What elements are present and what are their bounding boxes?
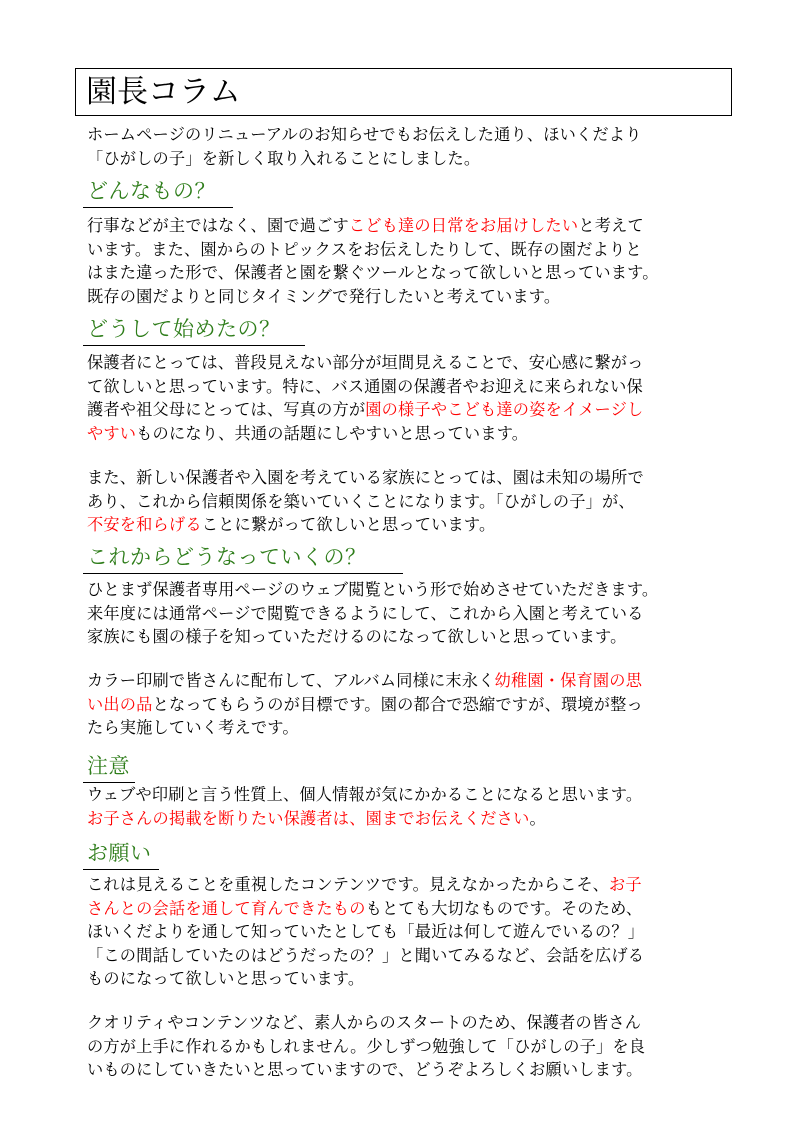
paragraph-line: 家族にも園の様子を知っていただけるのになって欲しいと思っています。 <box>87 627 627 646</box>
paragraph-line: いものにしていきたいと思っていますので、どうぞよろしくお願いします。 <box>87 1060 643 1079</box>
paragraph-line <box>87 398 737 422</box>
heading-underline <box>83 573 403 575</box>
section-heading-why <box>87 316 281 342</box>
section-heading-text: 注意 <box>87 754 130 778</box>
section-why-paragraph-1 <box>87 351 737 445</box>
intro-paragraph <box>87 123 737 170</box>
paragraph-line <box>87 422 737 446</box>
page-title: 園長コラム <box>86 74 241 110</box>
paragraph-line: また、新しい保護者や入園を考えている家族にとっては、園は未知の場所で <box>87 468 644 487</box>
text-segment: 。 <box>529 808 546 828</box>
heading-underline <box>83 345 305 347</box>
paragraph-line <box>87 693 737 717</box>
paragraph-line: 保護者にとっては、普段見えない部分が垣間見えることで、安心感に繋がっ <box>87 353 644 372</box>
section-future-paragraph-2 <box>87 669 737 740</box>
paragraph-line: て欲しいと思っています。特に、バス通園の保護者やお迎えに来られない保 <box>87 376 643 396</box>
paragraph-line: ウェブや印刷と言う性質上、個人情報が気にかかることになると思います。 <box>87 785 643 804</box>
paragraph-line: たら実施していく考えです。 <box>87 718 299 737</box>
paragraph-line: の方が上手に作れるかもしれません。少しずつ勉強して「ひがしの子」を良 <box>87 1036 646 1056</box>
paragraph-line <box>87 669 737 693</box>
highlight-text: お子さんの掲載を断りたい保護者は、園までお伝えください <box>87 808 530 828</box>
section-why-paragraph-2 <box>87 466 737 537</box>
highlight-text: 園の様子やこども達の姿をイメージし <box>365 400 644 419</box>
highlight-text: 不安を和らげる <box>87 515 202 534</box>
section-notice-paragraph <box>87 783 737 830</box>
highlight-text: い出の品 <box>87 694 153 714</box>
section-heading-request <box>87 840 152 866</box>
paragraph-line: います。また、園からのトピックスをお伝えしたりして、既存の園だよりと <box>87 239 642 259</box>
section-future-paragraph-1 <box>87 578 737 649</box>
text-segment: ものになり、共通の話題にしやすいと思っています。 <box>136 423 529 443</box>
text-segment: 護者や祖父母にとっては、写真の方が <box>87 400 366 419</box>
paragraph-line <box>87 513 737 537</box>
text-segment: 行事などが主ではなく、園で過ごす <box>87 216 349 235</box>
heading-underline <box>83 869 159 871</box>
paragraph-line: ものになって欲しいと思っています。 <box>87 969 365 988</box>
title-box <box>75 68 732 116</box>
section-heading-text: どんなもの？ <box>87 179 216 203</box>
text-segment: もとても大切なものです。そのため、 <box>365 898 643 918</box>
highlight-text: さんとの会話を通して育んできたもの <box>87 898 366 918</box>
section-heading-future <box>87 544 367 570</box>
paragraph-line: はまた違った形で、保護者と園を繋ぐツールとなって欲しいと思っています。 <box>87 263 659 282</box>
section-heading-what <box>87 178 216 204</box>
section-heading-text: お願い <box>87 841 152 865</box>
section-request-paragraph-1 <box>87 873 737 991</box>
paragraph-line: ほいくだよりを通して知っていたとしても「最近は何して遊んでいるの？」 <box>87 922 645 941</box>
paragraph-line: 来年度には通常ページで閲覧できるようにして、これから入園と考えている <box>87 603 644 623</box>
paragraph-line: 既存の園だよりと同じタイミングで発行したいと考えています。 <box>87 286 561 306</box>
paragraph-line <box>87 214 737 238</box>
section-what-paragraph <box>87 214 737 308</box>
paragraph-line <box>87 873 737 897</box>
highlight-text: 幼稚園・保育園の思 <box>494 671 643 690</box>
text-segment: と考えて <box>578 216 644 235</box>
text-segment: カラー印刷で皆さんに配布して、アルバム同様に末永く <box>87 671 495 690</box>
highlight-text: こども達の日常をお届けしたい <box>348 216 579 235</box>
highlight-text: やすい <box>87 423 137 443</box>
text-segment: これは見えることを重視したコンテンツです。見えなかったからこそ、 <box>87 875 609 894</box>
paragraph-line: 「この間話していたのはどうだったの？」と聞いてみるなど、会話を広げる <box>87 945 645 965</box>
text-segment: ことに繋がって欲しいと思っています。 <box>201 515 496 534</box>
paragraph-line: ひとまず保護者専用ページのウェブ閲覧という形で始めさせていただきます。 <box>87 580 659 599</box>
intro-line: 「ひがしの子」を新しく取り入れることにしました。 <box>87 148 481 168</box>
text-segment: となってもらうのが目標です。園の都合で恐縮ですが、環境が整っ <box>152 694 643 714</box>
intro-line: ホームページのリニューアルのお知らせでもお伝えした通り、ほいくだより <box>87 125 642 144</box>
paragraph-line <box>87 897 737 921</box>
paragraph-line: あり、これから信頼関係を築いていくことになります。「ひがしの子」が、 <box>87 491 635 511</box>
paragraph-line: クオリティやコンテンツなど、素人からのスタートのため、保護者の皆さん <box>87 1013 642 1032</box>
section-request-paragraph-2 <box>87 1011 737 1082</box>
highlight-text: お子 <box>608 875 642 894</box>
section-heading-text: どうして始めたの？ <box>87 317 281 341</box>
section-heading-notice <box>87 753 130 779</box>
paragraph-line <box>87 807 737 831</box>
heading-underline <box>83 207 233 209</box>
section-heading-text: これからどうなっていくの？ <box>87 545 367 569</box>
